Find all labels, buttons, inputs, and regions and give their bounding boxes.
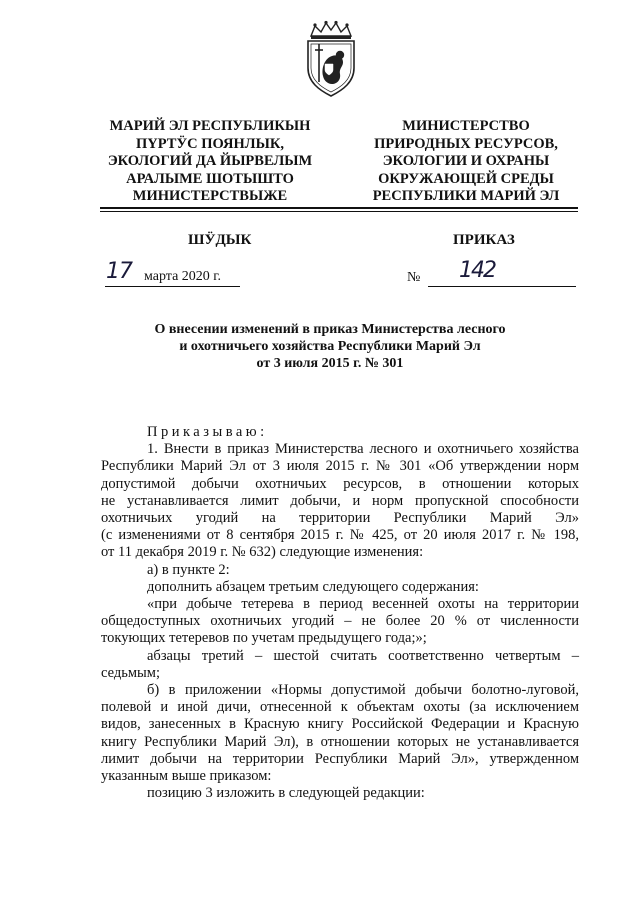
header-right-line: ОКРУЖАЮЩЕЙ СРЕДЫ <box>378 170 554 187</box>
doc-type-russian: ПРИКАЗ <box>453 232 515 248</box>
title-line: и охотничьего хозяйства Республики Марий Эл <box>179 339 481 354</box>
number-underline <box>428 286 576 287</box>
header-right-line: ПРИРОДНЫХ РЕСУРСОВ, <box>374 135 558 152</box>
header-left-line: АРАЛЫМЕ ШОТЫШТО <box>126 170 294 187</box>
body-line: 1. Внести в приказ Министерства лесного и охотничьего хозяйства <box>147 441 579 458</box>
header-right-line: РЕСПУБЛИКИ МАРИЙ ЭЛ <box>372 188 560 204</box>
body-line: охотничьих угодий на территории Республики Марий Эл» <box>101 510 579 527</box>
header-right-line: ЭКОЛОГИИ И ОХРАНЫ <box>382 153 550 169</box>
document-body <box>101 424 579 802</box>
header-divider-thin <box>100 211 578 212</box>
body-line: Республики Марий Эл от 3 июля 2015 г. № 301 «Об утверждении норм <box>101 458 579 475</box>
body-line: токующих тетеревов по учетам предыдущего года;»; <box>101 630 427 647</box>
header-left-line: МАРИЙ ЭЛ РЕСПУБЛИКЫН <box>109 118 311 134</box>
doc-type-mari: ШӰДЫК <box>188 232 252 248</box>
header-left-line: ЭКОЛОГИЙ ДА ЙЫРВЕЛЫМ <box>107 153 313 169</box>
header-left-line: МИНИСТЕРСТВЫЖЕ <box>132 188 288 204</box>
title-line: от 3 июля 2015 г. № 301 <box>256 356 404 371</box>
body-line: лимит добычи на территории Республики Марий Эл», утвержденном <box>101 750 579 767</box>
republic-mari-el-coat-of-arms-icon <box>299 20 363 98</box>
header-left-mari <box>100 118 320 206</box>
body-line: видов, занесенных в Красную книгу Российской Федерации и Красную <box>101 716 579 733</box>
date-underline <box>105 286 240 287</box>
document-title <box>120 321 540 372</box>
body-line: допустимой добычи охотничьих ресурсов, в отношении которых <box>101 475 579 492</box>
header-right-line: МИНИСТЕРСТВО <box>402 118 530 134</box>
header-divider-thick <box>100 207 578 209</box>
body-line: «при добыче тетерева в период весенней охоты на территории <box>147 596 579 613</box>
header-left-line: ПҮРТӰС ПОЯНЛЫК, <box>136 135 284 152</box>
body-line: позицию 3 изложить в следующей редакции: <box>147 785 425 802</box>
body-line: седьмым; <box>101 664 160 681</box>
body-line: указанным выше приказом: <box>101 768 272 785</box>
body-line: общедоступных охотничьих угодий – не более 20 % от численности <box>101 613 579 630</box>
title-line: О внесении изменений в приказ Министерства лесного <box>154 322 506 337</box>
number-label: № <box>407 270 421 285</box>
body-line: (с изменениями от 8 сентября 2015 г. № 425, от 20 июля 2017 г. № 198, <box>101 527 579 544</box>
date-day-handwritten: 17 <box>106 259 132 284</box>
order-word: Приказываю: <box>147 424 268 440</box>
body-line: б) в приложении «Нормы допустимой добычи болотно-луговой, <box>147 682 579 699</box>
body-line: дополнить абзацем третьим следующего содержания: <box>147 578 479 595</box>
body-line: не устанавливается лимит добычи, и норм пропускной способности <box>101 492 579 509</box>
date-month-year: марта 2020 г. <box>144 269 221 284</box>
body-line: а) в пункте 2: <box>147 561 230 578</box>
body-line: книгу Республики Марий Эл), в отношении которых не устанавливается <box>101 733 579 750</box>
body-line: полевой и иной дичи, отнесенной к объектам охоты (за исключением <box>101 699 579 716</box>
header-right-russian <box>356 118 576 206</box>
body-line: абзацы третий – шестой считать соответственно четвертым – <box>147 647 579 664</box>
number-handwritten: 142 <box>459 258 495 283</box>
body-line: от 11 декабря 2019 г. № 632) следующие изменения: <box>101 544 424 561</box>
